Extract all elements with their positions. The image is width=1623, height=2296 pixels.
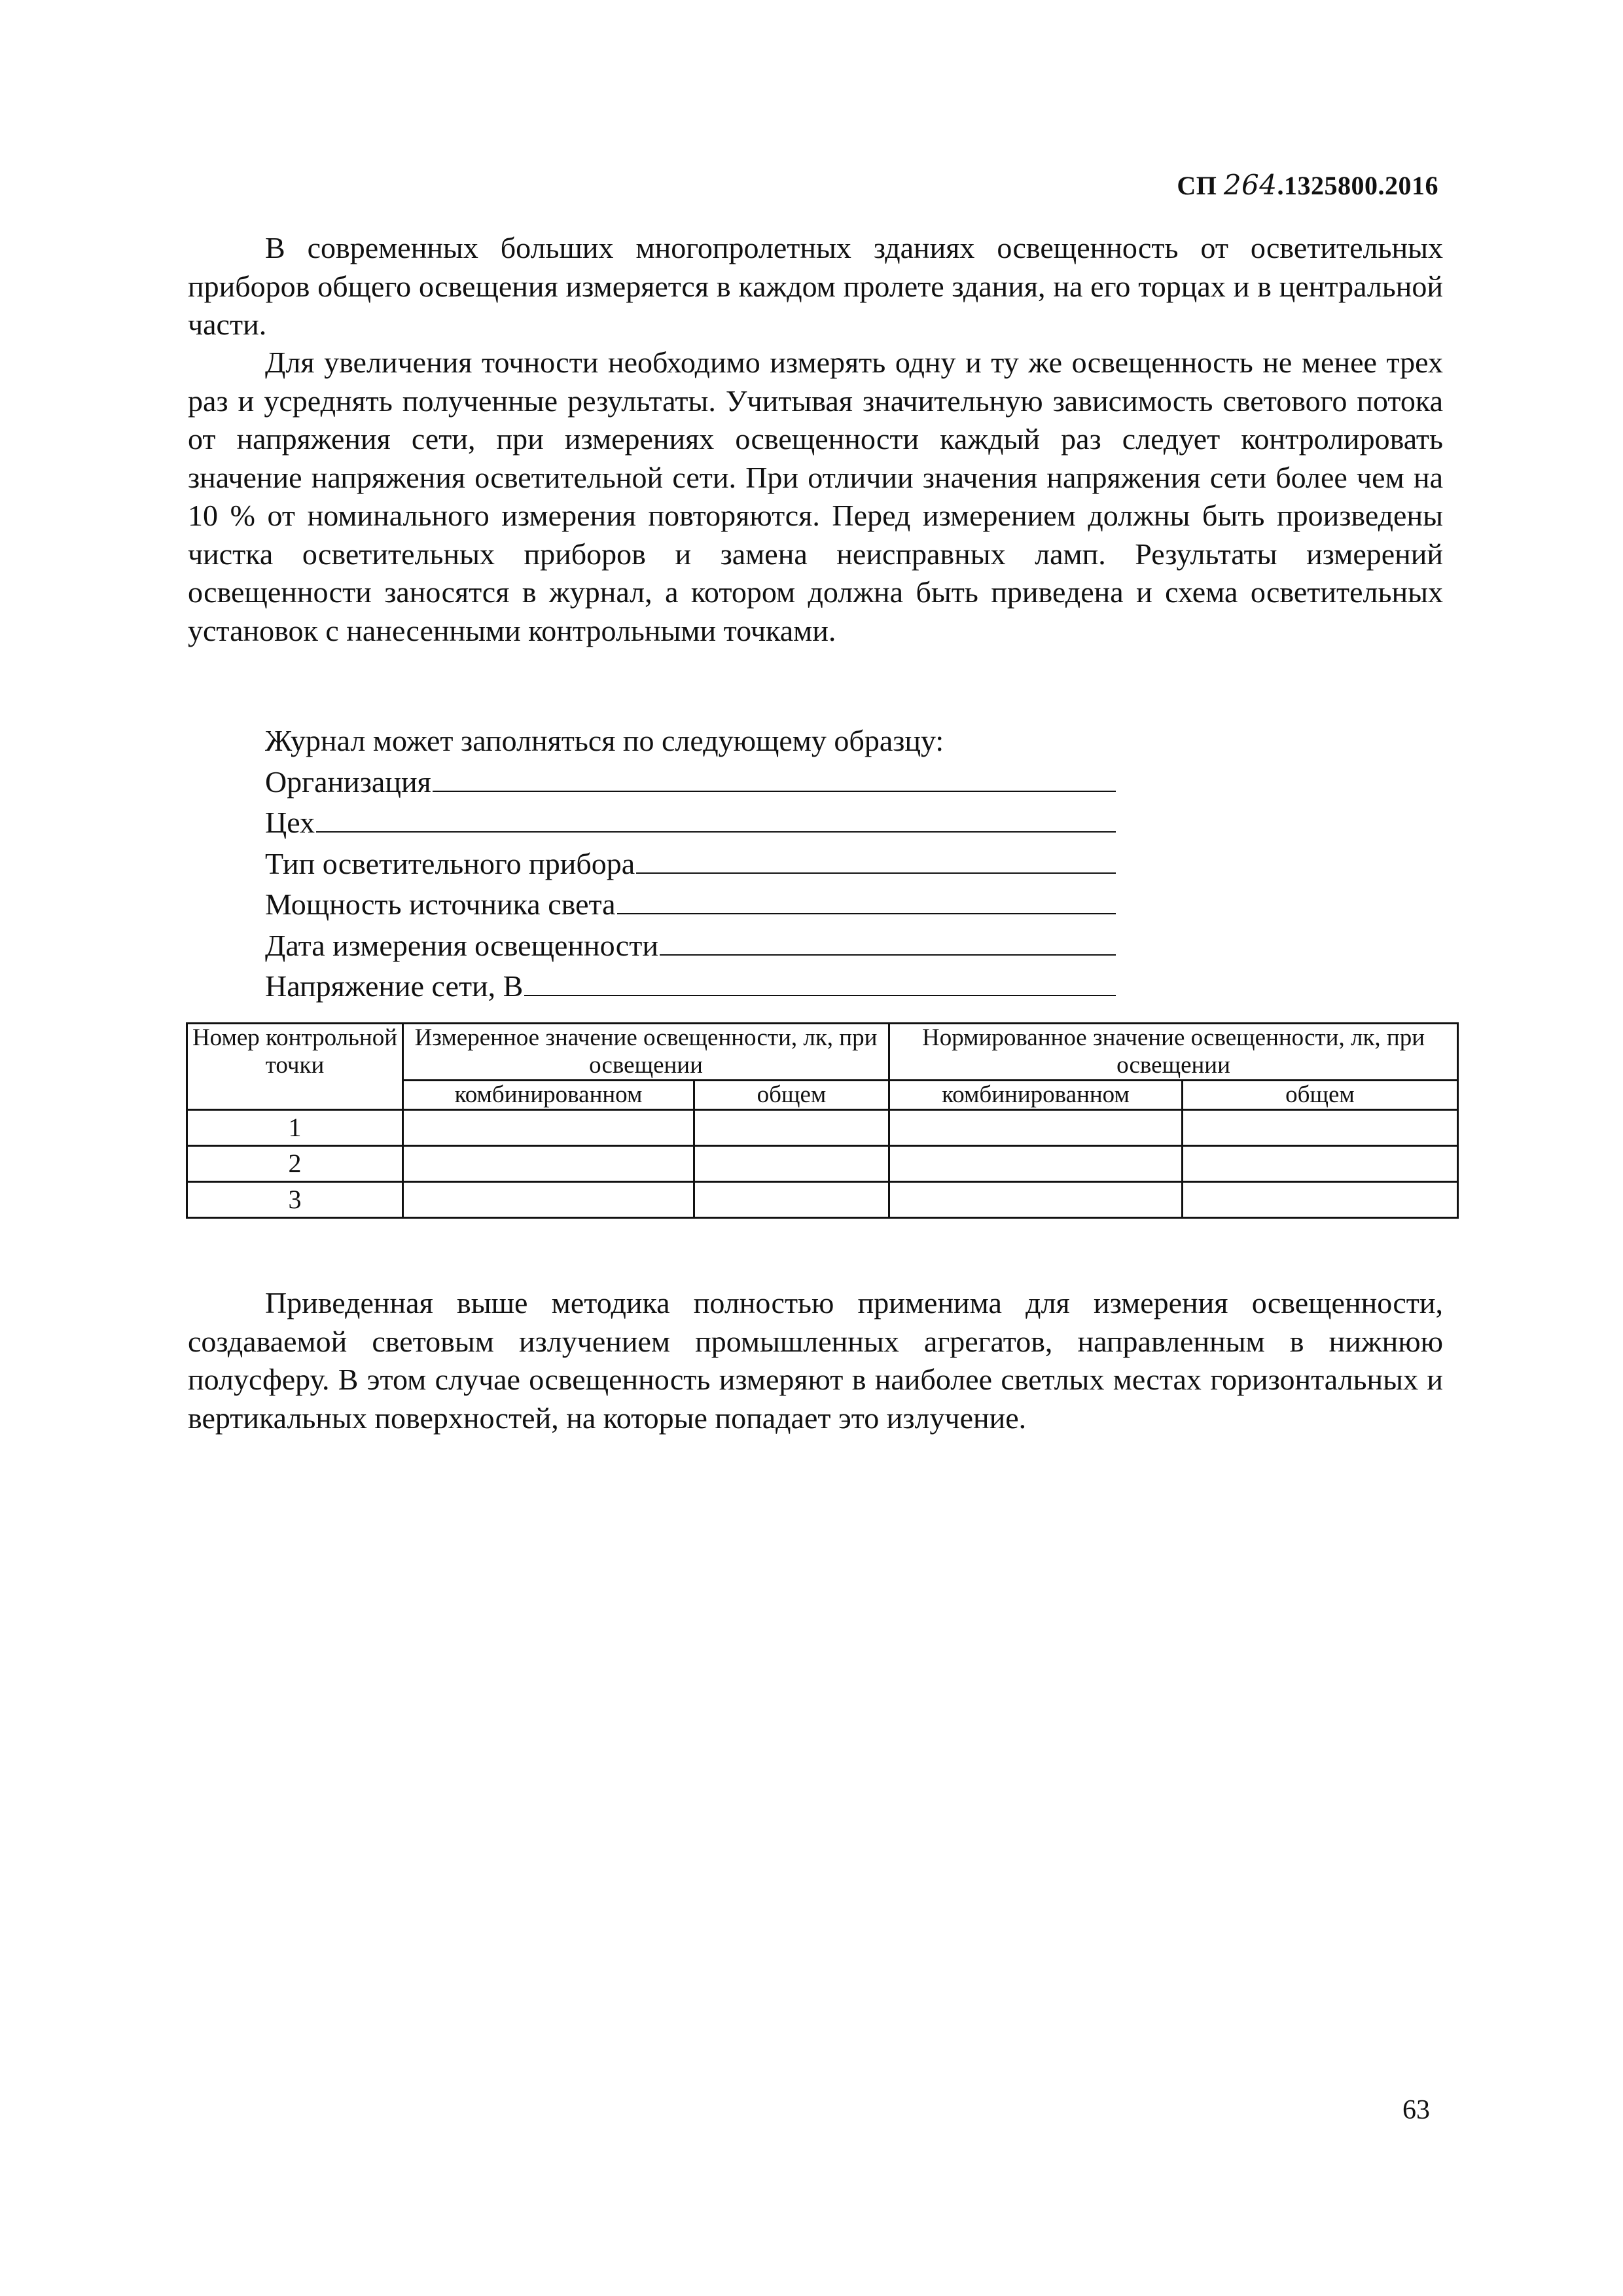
empty-cell: [694, 1182, 889, 1218]
document-code-prefix: СП: [1177, 171, 1224, 200]
empty-cell: [1183, 1110, 1458, 1146]
point-number-cell: 1: [187, 1110, 403, 1146]
field-label: Дата измерения освещенности: [265, 928, 658, 962]
table-row: [187, 1110, 1458, 1146]
empty-cell: [889, 1182, 1183, 1218]
document-code-suffix: .1325800.2016: [1277, 171, 1438, 200]
paragraph-1: В современных больших многопролетных зданиях освещенность от осветительных приборов общего освещения измеряется в каждом пролете здания, на его торцах и в центральной части.: [188, 231, 1443, 341]
field-label: Организация: [265, 764, 431, 798]
table-row: [187, 1146, 1458, 1182]
paragraph-3: Приведенная выше методика полностью применима для измерения освещенности, создаваемой световым излучением промышленных агрегатов, направленным в нижнюю полусферу. В этом случае освещенность измеряют в наиболее светлых местах горизонтальных и вертикальных поверхностей, на которые попадает это излучение.: [188, 1286, 1443, 1435]
field-label: Цех: [265, 806, 315, 839]
fill-in-line: [660, 924, 1116, 956]
fill-in-line: [524, 965, 1116, 996]
journal-field-organization: [265, 761, 1116, 802]
journal-template: [265, 722, 1116, 1006]
subheader-measured-combined: комбинированном: [403, 1081, 694, 1110]
empty-cell: [403, 1182, 694, 1218]
handwritten-number: 264: [1223, 169, 1277, 201]
point-number-cell: 2: [187, 1146, 403, 1182]
journal-field-light-source-power: [265, 883, 1116, 924]
empty-cell: [694, 1146, 889, 1182]
fill-in-line: [316, 801, 1116, 833]
document-code: [1177, 169, 1438, 201]
page-number: 63: [1402, 2095, 1430, 2125]
subheader-normalized-combined: комбинированном: [889, 1081, 1183, 1110]
journal-intro: [265, 722, 1116, 761]
empty-cell: [1183, 1146, 1458, 1182]
header-normalized-group: Нормированное значение освещенности, лк, при освещении: [889, 1024, 1458, 1081]
fill-in-line: [617, 883, 1116, 914]
empty-cell: [889, 1110, 1183, 1146]
subheader-normalized-general: общем: [1183, 1081, 1458, 1110]
field-label: Мощность источника света: [265, 888, 616, 921]
table-header-row: [187, 1024, 1458, 1081]
header-point-number: Номер контрольной точки: [187, 1024, 403, 1110]
journal-field-measurement-date: [265, 924, 1116, 965]
fill-in-line: [433, 761, 1116, 792]
journal-field-voltage: [265, 965, 1116, 1006]
subheader-measured-general: общем: [694, 1081, 889, 1110]
journal-field-luminaire-type: [265, 842, 1116, 884]
illuminance-table: [186, 1022, 1459, 1219]
journal-field-workshop: [265, 801, 1116, 842]
field-label: Напряжение сети, В: [265, 969, 524, 1003]
empty-cell: [889, 1146, 1183, 1182]
empty-cell: [694, 1110, 889, 1146]
journal-intro-text: Журнал может заполняться по следующему образцу:: [265, 724, 944, 757]
table-row: [187, 1182, 1458, 1218]
fill-in-line: [636, 842, 1116, 874]
empty-cell: [1183, 1182, 1458, 1218]
point-number-cell: 3: [187, 1182, 403, 1218]
field-label: Тип осветительного прибора: [265, 846, 635, 880]
header-measured-group: Измеренное значение освещенности, лк, при освещении: [403, 1024, 889, 1081]
paragraph-2: Для увеличения точности необходимо измерять одну и ту же освещенность не менее трех раз и усреднять полученные результаты. Учитывая значительную зависимость светового потока от напряжения сети, при измерениях освещенности каждый раз следует контролировать значение напряжения осветительной сети. При отличии значения напряжения сети более чем на 10 % от номинального измерения повторяются. Перед измерением должны быть произведены чистка осветительных приборов и замена неисправных ламп. Результаты измерений освещенности заносятся в журнал, а котором должна быть приведена и схема осветительных установок с нанесенными контрольными точками.: [188, 346, 1443, 647]
empty-cell: [403, 1110, 694, 1146]
empty-cell: [403, 1146, 694, 1182]
